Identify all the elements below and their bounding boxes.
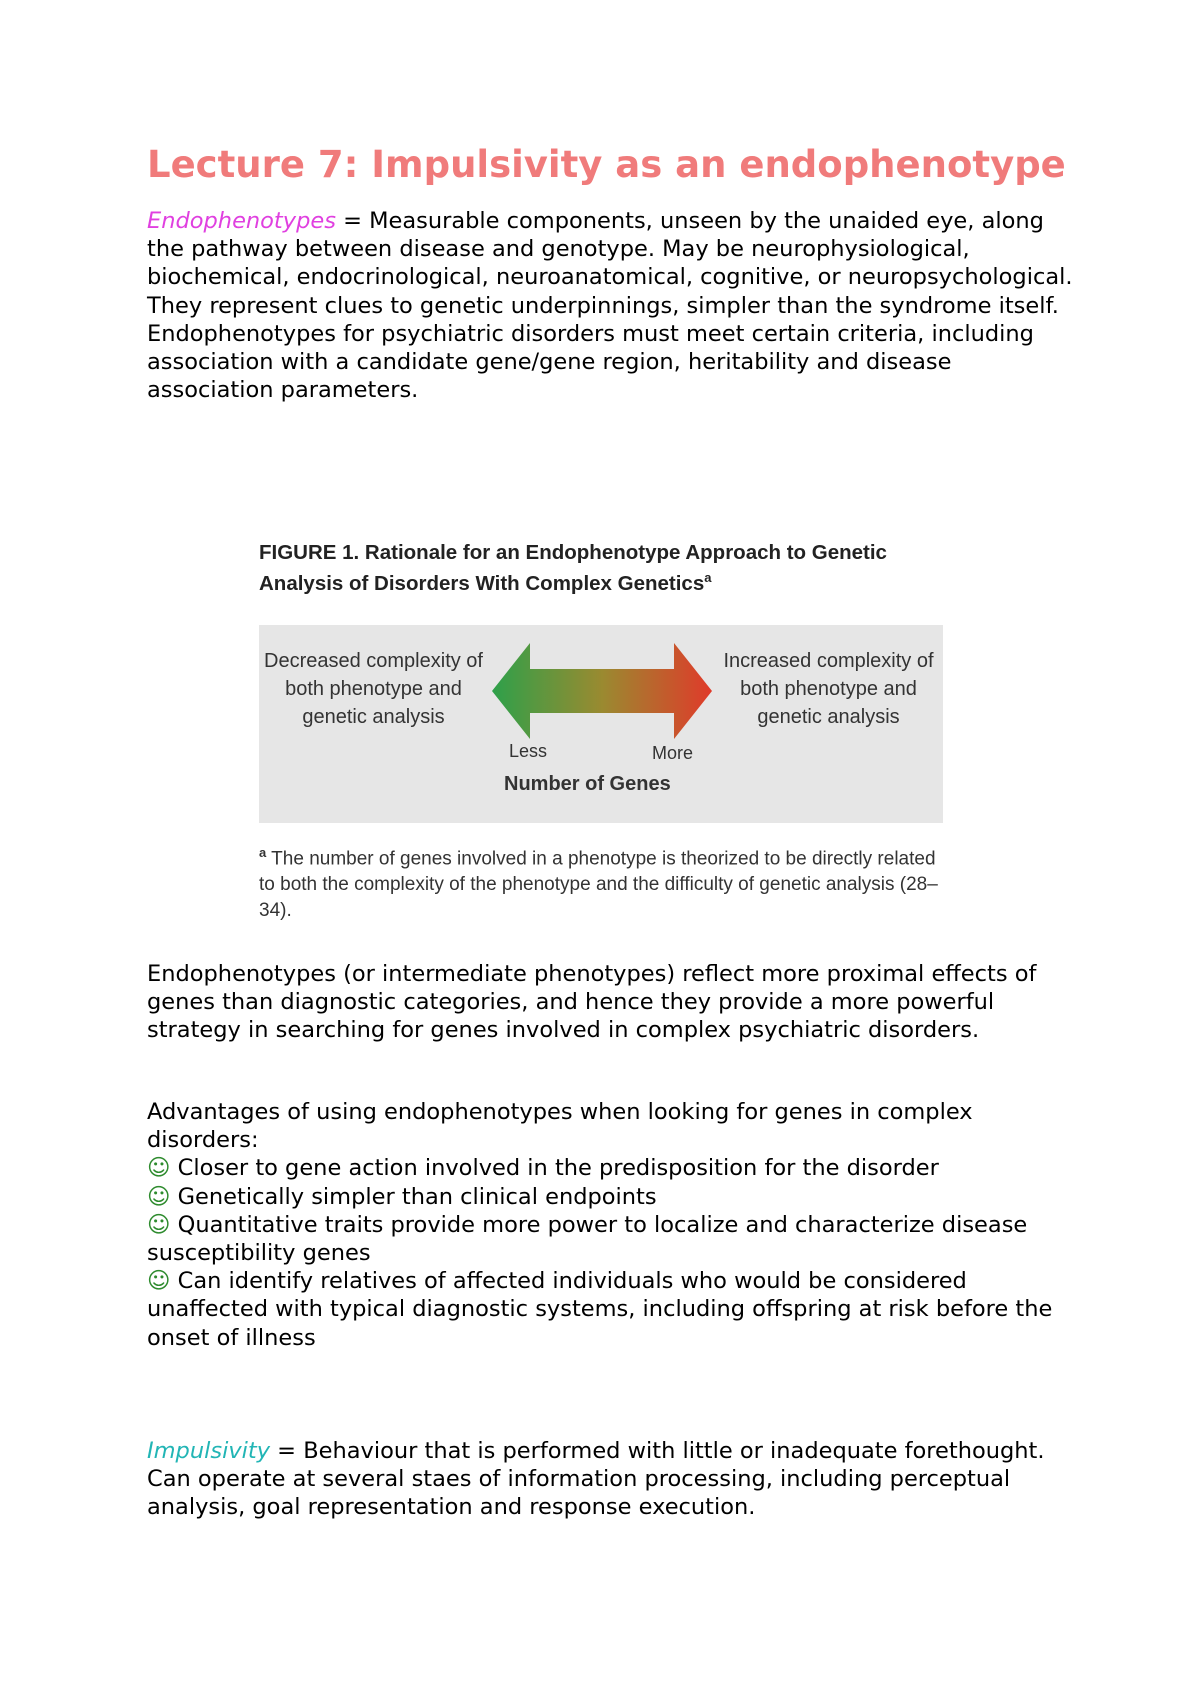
smiley-icon: ☺ <box>147 1211 171 1238</box>
advantage-text: Can identify relatives of affected individuals who would be considered unaffected with typical diagnostic systems, including offspring at risk before the onset of illness <box>147 1268 1053 1351</box>
smiley-icon: ☺ <box>147 1155 171 1182</box>
impulsivity-section <box>147 1437 1077 1522</box>
figure-footnote-sup: a <box>259 845 267 860</box>
decreased-complexity-label: Decreased complexity of both phenotype and genetic analysis <box>264 650 483 728</box>
page-title: Lecture 7: Impulsivity as an endophenotype <box>147 143 1066 186</box>
smiley-icon: ☺ <box>147 1183 171 1210</box>
advantage-text: Genetically simpler than clinical endpoints <box>177 1183 657 1210</box>
advantage-text: Closer to gene action involved in the predisposition for the disorder <box>177 1155 939 1182</box>
advantages-list <box>147 1154 1077 1351</box>
endophenotype-continuation: They represent clues to genetic underpinnings, simpler than the syndrome itself. Endophenotypes for psychiatric disorders must meet certain criteria, including association with a candidate gene/gene region, heritability and disease association parameters. <box>147 292 1059 404</box>
less-label: Less <box>509 741 548 761</box>
impulsivity-definition-text: = Behaviour that is performed with little or inadequate forethought. <box>270 1438 1045 1464</box>
endophenotype-definition <box>147 207 1077 292</box>
advantage-item <box>147 1267 1077 1352</box>
figure-footnote: $^a$ The number of genes involved in a phenotype is theorized to be directly related to both the complexity of the phenotype and the difficulty of genetic analysis (28–34). <box>259 845 938 922</box>
impulsivity-definition <box>147 1437 1077 1465</box>
proximal-effects-section <box>147 960 1077 1045</box>
endophenotypes-term: Endophenotypes <box>147 208 336 234</box>
more-label: More <box>652 743 694 763</box>
advantages-section <box>147 1098 1077 1352</box>
advantage-text: Quantitative traits provide more power to localize and characterize disease susceptibility genes <box>147 1211 1028 1267</box>
endophenotypes-definition-text: = Measurable components, unseen by the unaided eye, along the pathway between disease and genotype. May be neurophysiological, biochemical, endocrinological, neuroanatomical, cognitive, or neuropsychological. <box>147 208 1073 291</box>
double-headed-gradient-arrow-icon <box>492 643 712 739</box>
document-page <box>147 140 1077 404</box>
advantages-intro: Advantages of using endophenotypes when looking for genes in complex disorders: <box>147 1099 973 1154</box>
advantage-item <box>147 1211 1077 1267</box>
proximal-effects-paragraph: Endophenotypes (or intermediate phenotypes) reflect more proximal effects of genes than diagnostic categories, and hence they provide a more powerful strategy in searching for genes involved in complex psychiatric disorders. <box>147 961 1037 1044</box>
figure-caption-sup: a <box>704 570 712 585</box>
number-of-genes-label: Number of Genes <box>504 773 671 795</box>
smiley-icon: ☺ <box>147 1268 171 1295</box>
advantage-item <box>147 1154 1077 1182</box>
figure-diagram-box <box>259 625 943 823</box>
impulsivity-term: Impulsivity <box>147 1438 271 1464</box>
figure-caption: FIGURE 1. Rationale for an Endophenotype Approach to Genetic Analysis of Disorders With Complex Genetics$^a$ <box>259 541 887 595</box>
impulsivity-continuation: Can operate at several staes of information processing, including perceptual analysis, goal representation and response execution. <box>147 1466 1011 1521</box>
increased-complexity-label: Increased complexity of both phenotype and genetic analysis <box>723 650 934 728</box>
advantage-item <box>147 1183 1077 1211</box>
figure-1 <box>259 540 959 922</box>
